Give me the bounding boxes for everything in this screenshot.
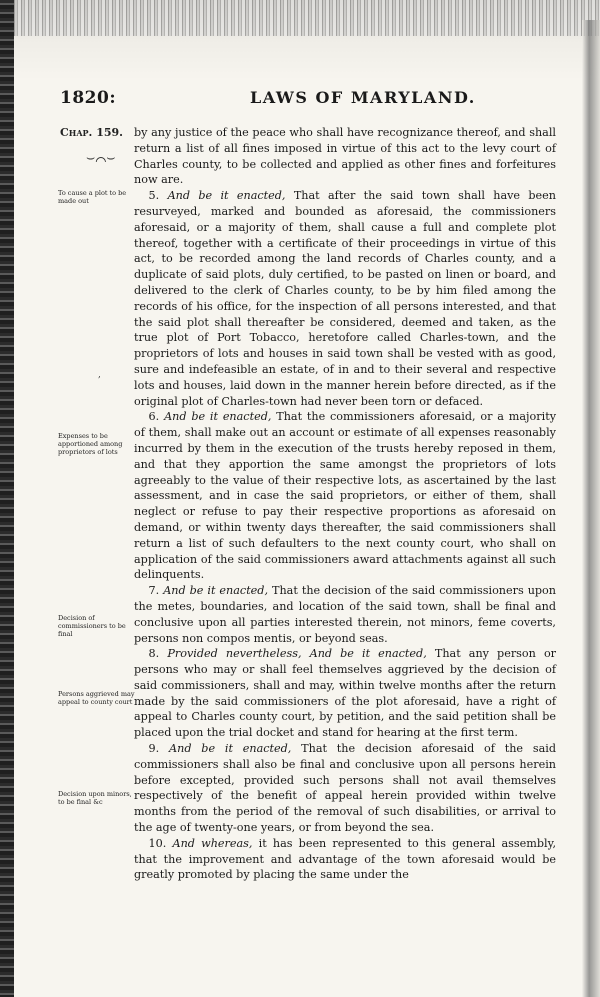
paragraph <box>134 836 556 883</box>
section-number: 6. <box>148 410 160 424</box>
margin-note-decision: Decision of commissioners to be final <box>58 614 126 638</box>
paragraph <box>134 583 556 646</box>
margin-note-minors: Decision upon minors, to be final &c <box>58 790 132 806</box>
enacting-clause: Provided nevertheless, And be it enacted, <box>167 647 427 661</box>
page-year: 1820: <box>60 88 117 108</box>
paragraph-text: That after the said town shall have been resurveyed, marked and bounded as aforesaid, the commissioners aforesaid, or a majority of them, shall cause a full and complete plot thereof, together with a certificate of their proceedings in virtue of this act, to be recorded among the land records of Charles county, and a duplicate of said plots, duly certified, to be pasted on linen or board, and delivered to the clerk of Charles county, to be by him filed among the records of his office, for the inspection of all persons interested, and that the said plot shall thereafter be considered, deemed and taken, as the true plot of Port Tobacco, heretofore called Charles-town, and the proprietors of lots and houses in said town shall be vested with as good, sure and indefeasible an estate, of in and to their several and respective lots and houses, laid down in the manner herein before directed, as if the original plot of Charles-town had never been torn or defaced. <box>134 189 556 408</box>
section-number: 7. <box>148 584 160 598</box>
margin-note-plot: To cause a plot to be made out <box>58 189 127 205</box>
enacting-clause: And be it enacted, <box>164 410 272 424</box>
enacting-clause: And be it enacted, <box>169 742 292 756</box>
stray-mark: , <box>98 370 101 380</box>
enacting-clause: And be it enacted, <box>163 584 269 598</box>
paragraph <box>134 741 556 836</box>
page-header <box>60 88 560 112</box>
enacting-clause: And be it enacted, <box>167 189 286 203</box>
section-number: 5. <box>148 189 160 203</box>
paragraph-text: it has been represented to this general assembly, that the improvement and advantage of the town aforesaid would be greatly promoted by placing the same under the <box>134 836 556 882</box>
section-number: 8. <box>148 647 160 661</box>
paragraph-text: That any person or persons who may or shall feel themselves aggrieved by the decision of said commissioners, shall and may, within twelve months after the return made by the said commissioners of the plot aforesaid, have a right of appeal to Charles county court, by petition, and the said petition shall be placed upon the trial docket and stand for hearing at the first term. <box>134 647 557 740</box>
section-number: 9. <box>148 742 160 756</box>
paragraph-text: That the decision of the said commissioners upon the metes, boundaries, and location of the said town, shall be final and conclusive upon all parties interested therein, not minors, feme coverts, persons non compos mentis, or beyond seas. <box>134 584 557 645</box>
paragraph <box>134 125 556 188</box>
paragraph <box>134 188 556 409</box>
flourish-ornament: ⌣⌒⌣ <box>86 150 116 166</box>
margin-note-expenses: Expenses to be apportioned among proprietors of lots <box>58 432 123 456</box>
enacting-clause: And whereas, <box>172 836 253 850</box>
paragraph-text: by any justice of the peace who shall have recognizance thereof, and shall return a list of all fines imposed in virtue of this act to the levy court of Charles county, to be collected and applied as other fines and forfeitures now are. <box>134 126 556 187</box>
page-title: LAWS OF MARYLAND. <box>250 88 476 107</box>
scan-binding-edge <box>0 0 14 997</box>
scan-top-edge <box>0 0 600 36</box>
statute-text <box>134 125 556 883</box>
paragraph-text: That the commissioners aforesaid, or a majority of them, shall make out an account or estimate of all expenses reasonably incurred by them in the execution of the trusts hereby reposed in them, and that they apportion the same amongst the proprietors of lots agreeably to the value of their respective lots, as ascertained by the last assessment, and in case the said proprietors, or either of them, shall neglect or refuse to pay their respective proportions as aforesaid on demand, or within twenty days thereafter, the said commissioners shall return a list of such defaulters to the next county court, who shall on application of the said commissioners award attachments against all such delinquents. <box>134 410 557 582</box>
paragraph <box>134 409 556 583</box>
section-number: 10. <box>148 836 167 850</box>
scan-right-edge <box>582 20 600 997</box>
paragraph-text: That the decision aforesaid of the said commissioners shall also be final and conclusive upon all persons herein before excepted, provided such persons shall not avail themselves respectively of the benefit of appeal herein provided within twelve months from the period of the removal of such disabilities, or arrival to the age of twenty-one years, or from beyond the sea. <box>134 742 556 835</box>
chapter-marker: Chap. 159. <box>60 126 123 139</box>
paragraph <box>134 646 556 741</box>
margin-note-appeal: Persons aggrieved may appeal to county court <box>58 690 135 706</box>
